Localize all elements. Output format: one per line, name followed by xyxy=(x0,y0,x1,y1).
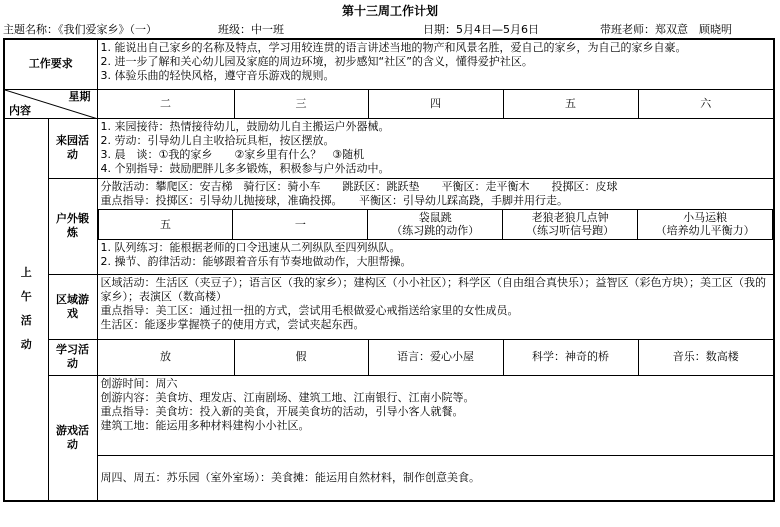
outdoor-game-cell: 袋鼠跳 （练习跳的动作） xyxy=(368,209,503,239)
requirement-item: 1. 能说出自己家乡的名称及特点，学习用较连贯的语言讲述当地的物产和风景名胜，爱自己的家乡，为自己的家乡自豪。 xyxy=(100,41,687,54)
outdoor-game-cell: 小马运粮 （培养幼儿平衡力） xyxy=(638,209,773,239)
arrival-label: 来园活动 xyxy=(48,118,97,178)
corner-weekday: 星期 xyxy=(68,89,91,103)
class-name: 班级：中一班 xyxy=(218,23,284,36)
day-thu: 四 xyxy=(368,89,503,118)
teachers: 带班老师：郑双意 顾晓明 xyxy=(600,23,732,36)
date-range: 日期：5月4日—5月6日 xyxy=(423,23,539,36)
day-fri: 五 xyxy=(503,89,638,118)
day-sat: 六 xyxy=(638,89,774,118)
requirements-content xyxy=(97,39,774,89)
outdoor-game-cell: 一 xyxy=(233,209,368,239)
morning-activities-label: 上 午 活 动 xyxy=(4,118,48,501)
corner-content: 内容 xyxy=(9,103,31,117)
outdoor-games-table xyxy=(98,209,774,240)
page-title: 第十三周工作计划 xyxy=(341,4,438,18)
study-cell: 放 xyxy=(97,339,234,375)
study-label: 学习活动 xyxy=(48,339,97,375)
outdoor-label: 户外锻炼 xyxy=(48,178,97,274)
theme-name: 主题名称：《我们爱家乡》（一） xyxy=(3,23,157,36)
week-corner xyxy=(4,89,97,118)
area-games-label: 区域游戏 xyxy=(48,274,97,339)
outdoor-content: 分散活动：攀爬区：安吉梯 骑行区：骑小车 跳跃区：跳跃垫 平衡区：走平衡木 投掷区：皮球 重点指导：投掷区：引导幼儿抛接球，准确投掷。 平衡区：引导幼儿踩高跷，手脚并用行走。 五 一 袋鼠跳 （练习跳的动作） 老狼老狼几点钟 （练习听信号跑） 小马运粮 （培养幼儿平衡力） 1. 队列练习：能根据老师的口令迅速从二列纵队至四列纵队。 2. 操节、韵律活动：能够跟着音乐有节奏地做动作，大胆帮操。 xyxy=(97,178,774,274)
study-cell: 音乐：数高楼 xyxy=(638,339,774,375)
outdoor-game-cell: 五 xyxy=(98,209,233,239)
day-tue: 二 xyxy=(97,89,234,118)
games-label: 游戏活动 xyxy=(48,375,97,501)
games-content: 创游时间：周六 创游内容：美食坊、理发店、江南剧场、建筑工地、江南银行、江南小院等。 重点指导：美食坊：投入新的美食，开展美食坊的活动，引导小客人就餐。 建筑工地：能运用多种材料建构小小社区。 xyxy=(97,375,774,455)
games-bottom: 周四、周五：苏乐园（室外室场）：美食摊：能运用自然材料，制作创意美食。 xyxy=(97,455,774,501)
outdoor-game-cell: 老狼老狼几点钟 （练习听信号跑） xyxy=(503,209,638,239)
day-wed: 三 xyxy=(234,89,368,118)
plan-table xyxy=(3,38,775,502)
arrival-content: 1. 来园接待：热情接待幼儿，鼓励幼儿自主搬运户外器械。 2. 劳动：引导幼儿自主收拾玩具柜，按区摆放。 3. 晨 谈：①我的家乡 ②家乡里有什么？ ③随机 4. 个别指导：鼓励肥胖儿多多锻炼，积极参与户外活动中。 xyxy=(97,118,774,178)
area-games-content: 区域活动：生活区（夹豆子）；语言区（我的家乡）；建构区（小小社区）；科学区（自由组合真快乐）；益智区（彩色方块）；美工区（我的家乡）；表演区（数高楼） 重点指导：美工区：通过扭一扭的方式，尝试用毛根做爱心戒指送给家里的女性成员。 生活区：能逐步掌握筷子的使用方式，尝试夹起东西。 xyxy=(97,274,774,339)
requirement-item: 3. 体验乐曲的轻快风格，遵守音乐游戏的规则。 xyxy=(100,69,335,82)
requirements-label: 工作要求 xyxy=(4,39,97,89)
study-cell: 假 xyxy=(234,339,368,375)
requirement-item: 2. 进一步了解和关心幼儿园及家庭的周边环境，初步感知“社区”的含义，懂得爱护社区。 xyxy=(100,55,533,68)
study-cell: 语言：爱心小屋 xyxy=(368,339,503,375)
study-cell: 科学：神奇的桥 xyxy=(503,339,638,375)
